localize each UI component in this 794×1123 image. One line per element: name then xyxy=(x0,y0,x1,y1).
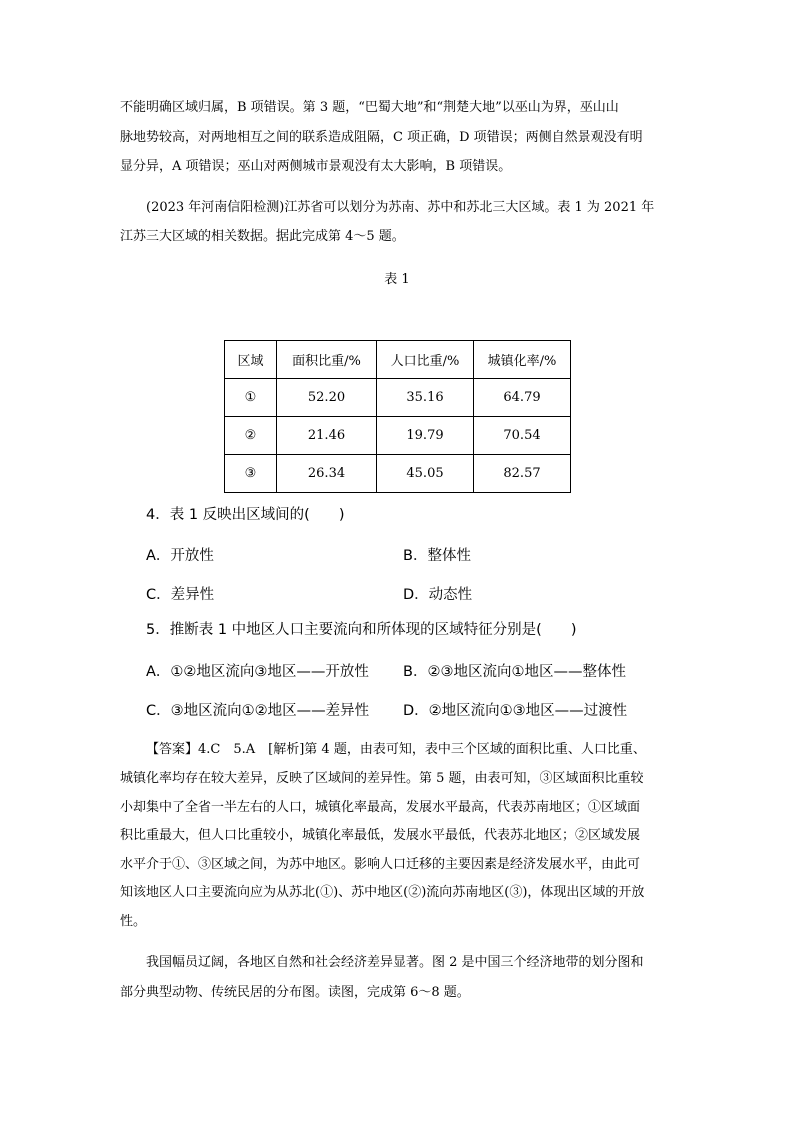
answer-line-6: 知该地区人口主要流向应为从苏北(①)、苏中地区(②)流向苏南地区(③)，体现出区域的开放 xyxy=(120,885,645,900)
table-cell: 70.54 xyxy=(474,417,571,455)
question-5-option-d: D．②地区流向①③地区——过渡性 xyxy=(403,703,628,719)
material-line-2: 江苏三大区域的相关数据。据此完成第 4～5 题。 xyxy=(120,229,405,244)
question-4-option-c: C．差异性 xyxy=(146,587,215,603)
answer-line-3: 小却集中了全省一半左右的人口，城镇化率最高，发展水平最高，代表苏南地区；①区域面 xyxy=(120,800,641,815)
table-header: 区域 xyxy=(225,341,277,379)
table-header-row xyxy=(225,341,571,379)
table-cell: 45.05 xyxy=(377,455,474,493)
answer-line-2: 城镇化率均存在较大差异，反映了区域间的差异性。第 5 题，由表可知，③区域面积比重较 xyxy=(120,771,644,786)
question-4-stem: 4．表 1 反映出区域间的( ) xyxy=(146,507,345,523)
table-cell: ① xyxy=(225,379,277,417)
table-cell: 35.16 xyxy=(377,379,474,417)
answer-line-7: 性。 xyxy=(120,914,147,929)
table-cell: 64.79 xyxy=(474,379,571,417)
table-cell: 21.46 xyxy=(277,417,377,455)
table-cell: ③ xyxy=(225,455,277,493)
question-4-option-d: D．动态性 xyxy=(403,587,473,603)
question-5-option-a: A．①②地区流向③地区——开放性 xyxy=(146,664,369,680)
table-header: 城镇化率/% xyxy=(474,341,571,379)
table-header: 人口比重/% xyxy=(377,341,474,379)
answer-line-4: 积比重最大，但人口比重较小，城镇化率最低，发展水平最低，代表苏北地区；②区域发展 xyxy=(120,828,641,843)
intro-line-2: 脉地势较高，对两地相互之间的联系造成阻隔，C 项正确，D 项错误；两侧自然景观没有明 xyxy=(120,130,643,145)
question-5-option-c: C．③地区流向①②地区——差异性 xyxy=(146,703,370,719)
question-4-option-a: A．开放性 xyxy=(146,548,214,564)
table-cell: 52.20 xyxy=(277,379,377,417)
table-caption: 表 1 xyxy=(384,272,410,287)
table-cell: 82.57 xyxy=(474,455,571,493)
intro-line-1: 不能明确区域归属，B 项错误。第 3 题，“巴蜀大地”和“荆楚大地”以巫山为界，巫山山 xyxy=(120,100,619,115)
data-table xyxy=(224,340,571,493)
answer-line-5: 水平介于①、③区域之间，为苏中地区。影响人口迁移的主要因素是经济发展水平，由此可 xyxy=(120,857,641,872)
question-4-option-b: B．整体性 xyxy=(403,548,471,564)
material-line-1: (2023 年河南信阳检测)江苏省可以划分为苏南、苏中和苏北三大区域。表 1 为 2021 年 xyxy=(146,200,655,215)
question-5-option-b: B．②③地区流向①地区——整体性 xyxy=(403,664,626,680)
table-cell: 26.34 xyxy=(277,455,377,493)
next-material-line-2: 部分典型动物、传统民居的分布图。读图，完成第 6～8 题。 xyxy=(120,985,470,1000)
table-cell: ② xyxy=(225,417,277,455)
table-header: 面积比重/% xyxy=(277,341,377,379)
answer-line-1: 【答案】4.C 5.A [解析]第 4 题，由表可知，表中三个区域的面积比重、人口比重、 xyxy=(146,742,646,757)
table-row xyxy=(225,379,571,417)
table-row xyxy=(225,455,571,493)
question-5-stem: 5．推断表 1 中地区人口主要流向和所体现的区域特征分别是( ) xyxy=(146,622,577,638)
intro-line-3: 显分异，A 项错误；巫山对两侧城市景观没有太大影响，B 项错误。 xyxy=(120,159,512,174)
next-material-line-1: 我国幅员辽阔，各地区自然和社会经济差异显著。图 2 是中国三个经济地带的划分图和 xyxy=(146,955,644,970)
table-row xyxy=(225,417,571,455)
table-cell: 19.79 xyxy=(377,417,474,455)
